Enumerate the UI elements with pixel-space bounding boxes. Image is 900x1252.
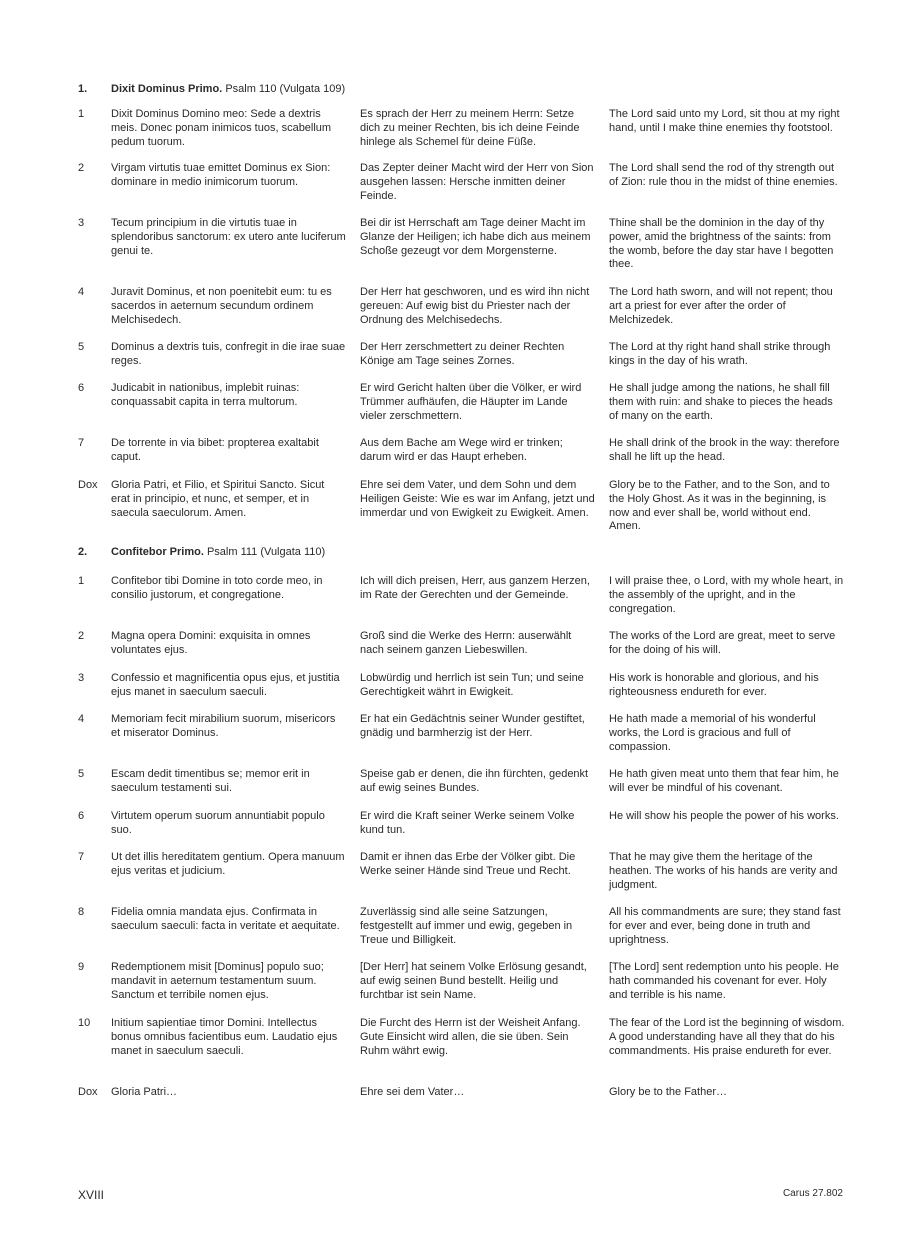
latin-text: Judicabit in nationibus, implebit ruinas: conquassabit capita in terra multorum. — [111, 382, 300, 408]
german-text: Das Zepter deiner Macht wird der Herr von Sion ausgehen lassen: Hersche inmitten deiner Feinde. — [360, 162, 594, 202]
latin-text: Fidelia omnia mandata ejus. Confirmata in saeculum saeculi: facta in veritate et aequitate. — [111, 906, 340, 932]
german-text: Lobwürdig und herrlich ist sein Tun; und seine Gerechtigkeit währt in Ewigkeit. — [360, 672, 584, 698]
latin-text: Escam dedit timentibus se; memor erit in saeculum testamenti sui. — [111, 768, 310, 794]
latin-text: Dixit Dominus Domino meo: Sede a dextris meis. Donec ponam inimicos tuos, scabellum pedum tuorum. — [111, 108, 332, 148]
verse-number: 1 — [78, 108, 85, 120]
psalm-title — [111, 82, 345, 96]
verse-number: 7 — [78, 851, 85, 863]
german-text: Speise gab er denen, die ihn fürchten, gedenkt auf ewig seines Bundes. — [360, 768, 589, 794]
english-text: He shall drink of the brook in the way: therefore shall he lift up the head. — [609, 437, 840, 463]
verse-number: 4 — [78, 713, 85, 725]
verse-number: 2 — [78, 630, 85, 642]
latin-text: Redemptionem misit [Dominus] populo suo; mandavit in aeternum testamentum suum. Sanctum et terribile nomen ejus. — [111, 961, 324, 1001]
latin-text: Gloria Patri, et Filio, et Spiritui Sancto. Sicut erat in principio, et nunc, et semper, et in saecula saeculorum. Amen. — [111, 479, 325, 519]
verse-number: 9 — [78, 961, 85, 973]
english-text: Glory be to the Father, and to the Son, and to the Holy Ghost. As it was in the beginning, is now and ever shall be, world without end. Amen. — [609, 479, 830, 533]
verse-number: 10 — [78, 1017, 91, 1029]
latin-text: Ut det illis hereditatem gentium. Opera manuum ejus veritas et judicium. — [111, 851, 345, 877]
latin-text: Dominus a dextris tuis, confregit in die irae suae reges. — [111, 341, 346, 367]
german-text: Zuverlässig sind alle seine Satzungen, festgestellt auf immer und ewig, gegeben in Treue und Billigkeit. — [360, 906, 573, 946]
english-text: Glory be to the Father… — [609, 1086, 727, 1098]
verse-number: 3 — [78, 672, 85, 684]
verse-number: 4 — [78, 286, 85, 298]
english-text: All his commandments are sure; they stand fast for ever and ever, being done in truth and uprightness. — [609, 906, 841, 946]
german-text: Ehre sei dem Vater, und dem Sohn und dem Heiligen Geiste: Wie es war im Anfang, jetzt und immerdar und von Ewigkeit zu Ewigkeit. Amen. — [360, 479, 595, 519]
verse-number: Dox — [78, 479, 98, 491]
psalm-number: 2. — [78, 546, 88, 558]
latin-text: Confessio et magnificentia opus ejus, et justitia ejus manet in saeculum saeculi. — [111, 672, 340, 698]
english-text: He shall judge among the nations, he shall fill them with ruin: and shake to pieces the heads of many on the earth. — [609, 382, 833, 422]
verse-number: 7 — [78, 437, 85, 449]
latin-text: Confitebor tibi Domine in toto corde meo, in consilio justorum, et congregatione. — [111, 575, 323, 601]
english-text: He will show his people the power of his works. — [609, 810, 839, 822]
psalm-title-text: Dixit Dominus Primo. — [111, 83, 223, 95]
english-text: The fear of the Lord ist the beginning of wisdom. A good understanding have all they that do his commandments. His praise endureth for ever. — [609, 1017, 845, 1057]
latin-text: Magna opera Domini: exquisita in omnes voluntates ejus. — [111, 630, 311, 656]
german-text: Ehre sei dem Vater… — [360, 1086, 465, 1098]
german-text: Der Herr zerschmettert zu deiner Rechten Könige am Tage seines Zornes. — [360, 341, 565, 367]
psalm-subtitle: Psalm 110 (Vulgata 109) — [225, 83, 346, 95]
english-text: The works of the Lord are great, meet to serve for the doing of his will. — [609, 630, 836, 656]
german-text: Bei dir ist Herrschaft am Tage deiner Macht im Glanze der Heiligen; ich habe dich aus meinem Schoße gezeugt vor dem Morgensterne. — [360, 217, 591, 257]
english-text: He hath given meat unto them that fear him, he will ever be mindful of his covenant. — [609, 768, 839, 794]
german-text: Er hat ein Gedächtnis seiner Wunder gestiftet, gnädig und barmherzig ist der Herr. — [360, 713, 585, 739]
latin-text: Juravit Dominus, et non poenitebit eum: tu es sacerdos in aeternum secundum ordinem Melchisedech. — [111, 286, 332, 326]
verse-number: 5 — [78, 768, 85, 780]
english-text: The Lord shall send the rod of thy strength out of Zion: rule thou in the midst of thine enemies. — [609, 162, 838, 188]
verse-number: Dox — [78, 1086, 98, 1098]
german-text: Er wird Gericht halten über die Völker, er wird Trümmer aufhäufen, die Häupter im Lande vieler zerschmettern. — [360, 382, 582, 422]
german-text: Es sprach der Herr zu meinem Herrn: Setze dich zu meiner Rechten, bis ich deine Feinde hinlege als Schemel für deine Füße. — [360, 108, 580, 148]
german-text: Aus dem Bache am Wege wird er trinken; darum wird er das Haupt erheben. — [360, 437, 563, 463]
latin-text: Virgam virtutis tuae emittet Dominus ex Sion: dominare in medio inimicorum tuorum. — [111, 162, 331, 188]
verse-number: 8 — [78, 906, 85, 918]
verse-number: 6 — [78, 382, 85, 394]
german-text: Ich will dich preisen, Herr, aus ganzem Herzen, im Rate der Gerechten und der Gemeinde. — [360, 575, 590, 601]
german-text: Der Herr hat geschworen, und es wird ihn nicht gereuen: Auf ewig bist du Priester nach der Ordnung des Melchisedechs. — [360, 286, 590, 326]
english-text: The Lord at thy right hand shall strike through kings in the day of his wrath. — [609, 341, 831, 367]
german-text: Damit er ihnen das Erbe der Völker gibt. Die Werke seiner Hände sind Treue und Recht. — [360, 851, 576, 877]
german-text: Die Furcht des Herrn ist der Weisheit Anfang. Gute Einsicht wird allen, die sie üben. Sein Ruhm währt ewig. — [360, 1017, 581, 1057]
english-text: Thine shall be the dominion in the day of thy power, amid the brightness of the saints: from the womb, before the day star have I begotten thee. — [609, 217, 834, 271]
latin-text: Memoriam fecit mirabilium suorum, misericors et miserator Dominus. — [111, 713, 336, 739]
psalm-subtitle: Psalm 111 (Vulgata 110) — [206, 546, 326, 558]
verse-number: 2 — [78, 162, 85, 174]
verse-number: 5 — [78, 341, 85, 353]
psalm-title-text: Confitebor Primo. — [111, 546, 204, 558]
german-text: [Der Herr] hat seinem Volke Erlösung gesandt, auf ewig seinen Bund bestellt. Heilig und furchtbar ist sein Name. — [360, 961, 587, 1001]
verse-number: 3 — [78, 217, 85, 229]
english-text: The Lord said unto my Lord, sit thou at my right hand, until I make thine enemies thy footstool. — [609, 108, 840, 134]
english-text: His work is honorable and glorious, and his righteousness endureth for ever. — [609, 672, 819, 698]
latin-text: Gloria Patri… — [111, 1086, 178, 1098]
german-text: Er wird die Kraft seiner Werke seinem Volke kund tun. — [360, 810, 575, 836]
latin-text: De torrente in via bibet: propterea exaltabit caput. — [111, 437, 319, 463]
psalm-number: 1. — [78, 83, 88, 95]
verse-number: 6 — [78, 810, 85, 822]
catalog-number: Carus 27.802 — [782, 1188, 843, 1199]
psalm-title — [111, 545, 325, 559]
english-text: That he may give them the heritage of the heathen. The works of his hands are verity and judgment. — [609, 851, 838, 891]
latin-text: Tecum principium in die virtutis tuae in splendoribus sanctorum: ex utero ante luciferum genui te. — [111, 217, 346, 257]
english-text: [The Lord] sent redemption unto his people. He hath commanded his covenant for ever. Holy and terrible is his name. — [609, 961, 839, 1001]
english-text: He hath made a memorial of his wonderful works, the Lord is gracious and full of compassion. — [609, 713, 816, 753]
page-number: XVIII — [78, 1188, 105, 1202]
english-text: I will praise thee, o Lord, with my whole heart, in the assembly of the upright, and in the congregation. — [609, 575, 844, 615]
latin-text: Initium sapientiae timor Domini. Intellectus bonus omnibus facientibus eum. Laudatio ejus manet in saeculum saeculi. — [111, 1017, 338, 1057]
german-text: Groß sind die Werke des Herrn: auserwählt nach seinem ganzen Liebeswillen. — [360, 630, 572, 656]
english-text: The Lord hath sworn, and will not repent; thou art a priest for ever after the order of Melchizedek. — [609, 286, 833, 326]
verse-number: 1 — [78, 575, 85, 587]
latin-text: Virtutem operum suorum annuntiabit populo suo. — [111, 810, 325, 836]
